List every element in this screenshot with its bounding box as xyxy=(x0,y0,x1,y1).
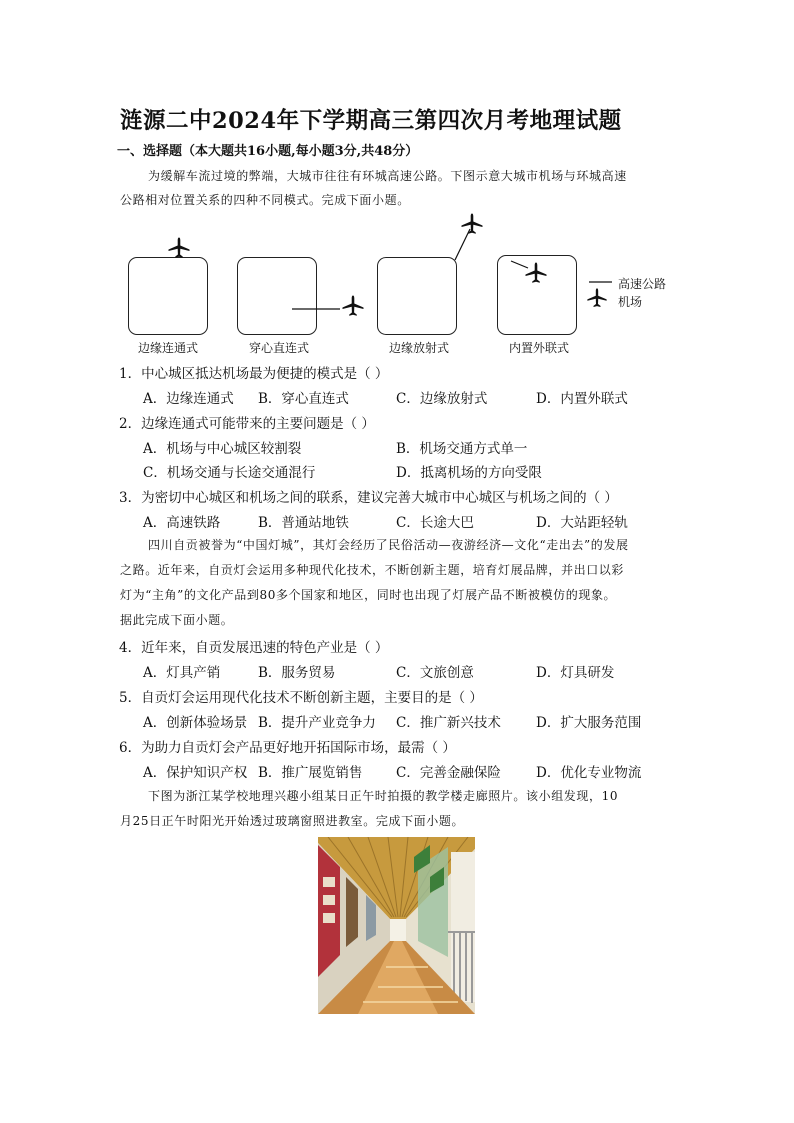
answer-option: C．长途大巴 xyxy=(396,515,474,531)
answer-option: A．保护知识产权 xyxy=(143,765,248,781)
intro-paragraph-line: 公路相对位置关系的四种不同模式。完成下面小题。 xyxy=(120,193,410,207)
answer-option: C．机场交通与长途交通混行 xyxy=(143,465,316,481)
mode-label: 边缘连通式 xyxy=(138,341,199,355)
intro-paragraph-line: 四川自贡被誉为“中国灯城”，其灯会经历了民俗活动—夜游经济—文化“走出去”的发展 xyxy=(148,538,629,552)
airplane-icon xyxy=(460,212,484,236)
airplane-icon xyxy=(167,236,191,260)
corridor-photo xyxy=(318,837,475,1014)
answer-option: B．提升产业竞争力 xyxy=(258,715,376,731)
legend-highway-label: 高速公路 xyxy=(618,277,667,291)
question-stem: 3．为密切中心城区和机场之间的联系，建议完善大城市中心城区与机场之间的（ ） xyxy=(119,490,618,506)
section-heading: 一、选择题（本大题共16小题,每小题3分,共48分） xyxy=(117,144,419,159)
intro-paragraph-line: 之路。近年来，自贡灯会运用多种现代化技术，不断创新主题，培育灯展品牌，并出口以彩 xyxy=(120,563,625,577)
question-stem: 4．近年来，自贡发展迅速的特色产业是（ ） xyxy=(119,640,389,656)
answer-option: D．大站距轻轨 xyxy=(536,515,628,531)
connector-lines xyxy=(0,0,794,360)
question-stem: 5．自贡灯会运用现代化技术不断创新主题，主要目的是（ ） xyxy=(119,690,483,706)
question-stem: 6．为助力自贡灯会产品更好地开拓国际市场，最需（ ） xyxy=(119,740,456,756)
answer-option: B．穿心直连式 xyxy=(258,391,349,407)
answer-option: D．抵离机场的方向受限 xyxy=(396,465,542,481)
answer-option: B．服务贸易 xyxy=(258,665,336,681)
answer-option: B．推广展览销售 xyxy=(258,765,363,781)
intro-paragraph-line: 为缓解车流过境的弊端，大城市往往有环城高速公路。下图示意大城市机场与环城高速 xyxy=(148,169,627,183)
answer-option: D．扩大服务范围 xyxy=(536,715,642,731)
answer-option: A．灯具产销 xyxy=(143,665,221,681)
legend-airplane-icon xyxy=(586,287,608,309)
answer-option: C．推广新兴技术 xyxy=(396,715,501,731)
intro-paragraph-line: 据此完成下面小题。 xyxy=(120,613,234,627)
answer-option: D．优化专业物流 xyxy=(536,765,642,781)
answer-option: A．创新体验场景 xyxy=(143,715,248,731)
answer-option: A．边缘连通式 xyxy=(143,391,234,407)
answer-option: C．边缘放射式 xyxy=(396,391,488,407)
mode-label: 内置外联式 xyxy=(509,341,570,355)
question-stem: 2．边缘连通式可能带来的主要问题是（ ） xyxy=(119,416,375,432)
answer-option: A．高速铁路 xyxy=(143,515,221,531)
answer-option: D．灯具研发 xyxy=(536,665,615,681)
answer-option: B．普通站地铁 xyxy=(258,515,349,531)
mode-label: 边缘放射式 xyxy=(389,341,450,355)
answer-option: D．内置外联式 xyxy=(536,391,628,407)
legend-airport-label: 机场 xyxy=(618,295,643,309)
answer-option: B．机场交通方式单一 xyxy=(396,441,528,457)
exam-title: 涟源二中2024年下学期高三第四次月考地理试题 xyxy=(120,108,622,134)
intro-paragraph-line: 灯为“主角”的文化产品到80多个国家和地区，同时也出现了灯展产品不断被模仿的现象。 xyxy=(120,588,617,602)
intro-paragraph-line: 下图为浙江某学校地理兴趣小组某日正午时拍摄的教学楼走廊照片。该小组发现，10 xyxy=(148,789,619,803)
answer-option: A．机场与中心城区较割裂 xyxy=(143,441,302,457)
mode-label: 穿心直连式 xyxy=(249,341,310,355)
answer-option: C．完善金融保险 xyxy=(396,765,501,781)
answer-option: C．文旅创意 xyxy=(396,665,474,681)
airplane-icon xyxy=(341,294,365,318)
airplane-icon xyxy=(524,261,548,285)
question-stem: 1．中心城区抵达机场最为便捷的模式是（ ） xyxy=(119,366,389,382)
intro-paragraph-line: 月25日正午时阳光开始透过玻璃窗照进教室。完成下面小题。 xyxy=(120,814,465,828)
